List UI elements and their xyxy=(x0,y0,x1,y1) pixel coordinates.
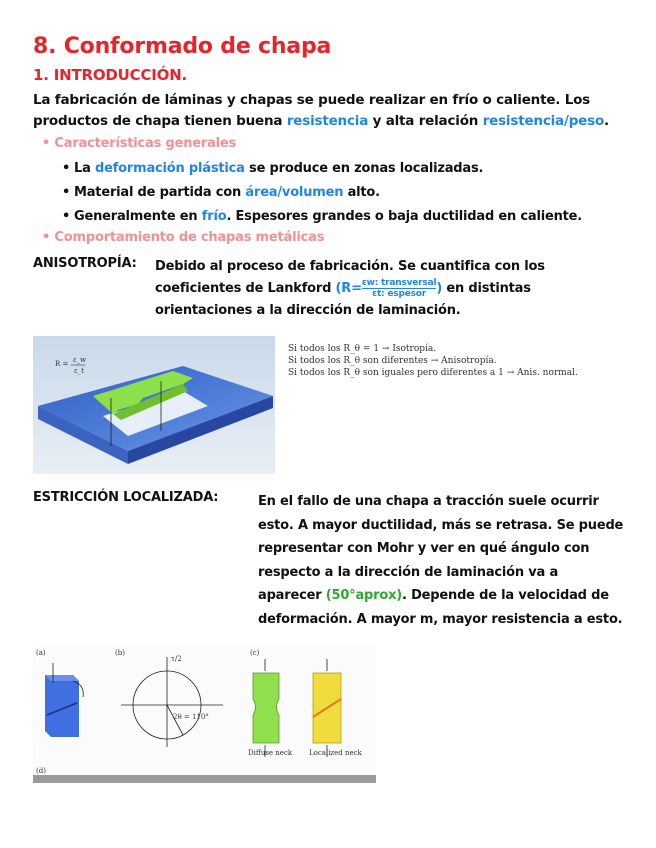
necking-label: ESTRICCIÓN LOCALIZADA: xyxy=(33,490,219,505)
item-text: se produce en zonas localizadas. xyxy=(244,161,484,176)
tensile-specimen-figure xyxy=(33,336,275,474)
necking-line-1: En el fallo de una chapa a tracción suele ocurrir xyxy=(258,494,599,509)
highlight-frio: frío xyxy=(201,209,227,224)
formula-denominator: εt: espesor xyxy=(372,289,426,299)
anisotropy-text-span: en distintas xyxy=(442,281,531,296)
general-item-3: • Generalmente en frío. Espesores grandes o baja ductilidad en caliente. xyxy=(62,209,583,224)
note-isotropy: Si todos los R_θ = 1 → Isotropía. xyxy=(288,344,437,354)
localized-neck-label: Localized neck xyxy=(309,749,362,757)
necking-line-5 xyxy=(258,584,643,608)
general-heading: • Características generales xyxy=(42,136,237,151)
anisotropy-label: ANISOTROPÍA: xyxy=(33,256,137,271)
angle-label: 2θ = 110° xyxy=(173,713,209,721)
highlight-area-volumen: área/volumen xyxy=(245,185,344,200)
tau-label: τ/2 xyxy=(171,655,182,663)
panel-c-label: (c) xyxy=(250,649,260,657)
panel-d-label: (d) xyxy=(36,767,46,775)
general-item-1: • La deformación plástica se produce en zonas localizadas. xyxy=(62,161,484,176)
formula-suffix: ) xyxy=(436,281,443,296)
intro-line-2 xyxy=(33,111,633,132)
highlight-resistencia-peso: resistencia/peso xyxy=(482,113,605,129)
necking-figure xyxy=(33,645,376,783)
highlight-deformacion: deformación plástica xyxy=(94,161,245,176)
item-text: Generalmente en xyxy=(74,209,202,224)
necking-line-3: representar con Mohr y ver en qué ángulo con xyxy=(258,541,590,556)
highlight-50-approx: (50°aprox) xyxy=(325,588,403,603)
intro-text: productos de chapa tienen buena xyxy=(33,113,287,129)
intro-paragraph xyxy=(33,90,633,132)
lankford-formula xyxy=(362,278,437,299)
necking-text-span: aparecer xyxy=(258,588,326,603)
intro-text: y alta relación xyxy=(368,113,483,129)
formula-label: R = xyxy=(55,360,69,368)
note-anisotropy: Si todos los R_θ son diferentes → Anisotropía. xyxy=(288,356,497,366)
panel-a-label: (a) xyxy=(36,649,46,657)
panel-a-specimen xyxy=(45,675,79,737)
anisotropy-line-1: Debido al proceso de fabricación. Se cuantifica con los xyxy=(155,259,545,274)
diffuse-neck-label: Diffuse neck xyxy=(248,749,293,757)
general-item-2: • Material de partida con área/volumen alto. xyxy=(62,185,380,200)
behaviour-heading: • Comportamiento de chapas metálicas xyxy=(42,230,325,245)
anisotropy-text-span: coeficientes de Lankford xyxy=(155,281,336,296)
formula-numerator: ε_w xyxy=(73,356,87,364)
formula-denominator: ε_t xyxy=(74,367,84,375)
intro-line-1: La fabricación de láminas y chapas se puede realizar en frío o caliente. Los xyxy=(33,92,591,108)
intro-text: . xyxy=(604,113,609,129)
necking-line-4: respecto a la dirección de laminación va a xyxy=(258,564,559,580)
necking-text xyxy=(258,490,643,631)
item-text: . Espesores grandes o baja ductilidad en caliente. xyxy=(226,209,583,224)
necking-text-span: . Depende de la velocidad de xyxy=(402,588,609,603)
panel-b-label: (b) xyxy=(115,649,125,657)
necking-line-6: deformación. A mayor m, mayor resistencia a esto. xyxy=(258,611,623,627)
formula-prefix: (R= xyxy=(335,281,362,296)
section-subtitle: 1. INTRODUCCIÓN. xyxy=(33,66,188,84)
anisotropy-text xyxy=(155,256,635,322)
section-title: 8. Conformado de chapa xyxy=(33,34,332,59)
formula-numerator: εw: transversal xyxy=(361,278,437,288)
note-normal-anisotropy: Si todos los R_θ son iguales pero diferentes a 1 → Anis. normal. xyxy=(288,368,578,378)
highlight-resistencia: resistencia xyxy=(286,113,369,129)
item-text: Material de partida con xyxy=(74,185,246,200)
anisotropy-line-3: orientaciones a la dirección de laminación. xyxy=(155,303,461,318)
item-text: La xyxy=(74,161,95,176)
diffuse-neck-specimen xyxy=(253,673,279,743)
item-text: alto. xyxy=(343,185,380,200)
panel-d-strip xyxy=(33,775,376,783)
necking-line-2: esto. A mayor ductilidad, más se retrasa. Se puede xyxy=(258,517,624,533)
anisotropy-line-2 xyxy=(155,278,635,300)
isotropy-notes xyxy=(288,343,578,379)
